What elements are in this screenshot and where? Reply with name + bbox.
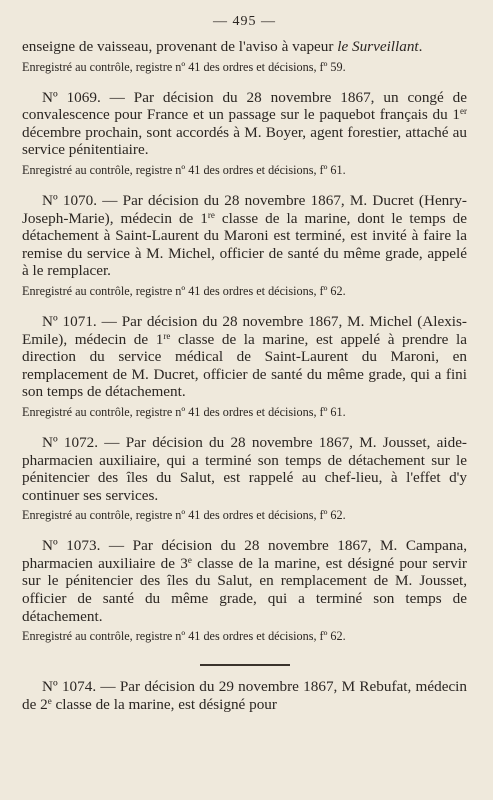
decision-rest: classe de la marine, est désigné pour servir sur le pénitencier des îles du Salut, en remplacement de M. Jousset, officier de santé du même grade, qui a terminé son temps de détachement. (22, 554, 467, 625)
opening-text-before: enseigne de vaisseau, provenant de l'aviso à vapeur (22, 38, 338, 55)
opening-text (22, 38, 467, 56)
registre-note: Enregistré au contrôle, registre nº 41 des ordres et décisions, fº 59. (22, 59, 346, 74)
decision-rest: décembre prochain, sont accordés à M. Boyer, agent forestier, attaché au service pénitentiaire. (22, 123, 467, 159)
decision-rest: classe de la marine, est désigné pour (51, 695, 277, 713)
decision-intro: — Par décision du 29 novembre 1867, M Rebufat, médecin de 2 (22, 678, 467, 713)
decision-text (22, 678, 467, 713)
decision-rest: classe de la marine, dont le temps de détachement à Saint-Laurent du Maroni est terminé, est invité à faire la remise du service à M. Michel, officier de santé du même grade, appelé à le remplacer. (22, 209, 467, 280)
decision-text (22, 192, 467, 280)
decision-intro: — Par décision du 28 novembre 1867, M. Jousset, aide-pharmacien auxiliaire, qui a terminé son temps de détachement sur le pénitencier des îles du Salut, est rappelé au chef-lieu, à l'effet d'y continuer ses services. (22, 433, 467, 504)
vessel-name: le Surveillant (337, 38, 419, 55)
decision-intro: — Par décision du 28 novembre 1867, M. Ducret (Henry-Joseph-Marie), médecin de 1 (22, 191, 467, 227)
ordinal-superscript: er (460, 106, 467, 117)
decision-number: Nº 1072. (42, 433, 99, 451)
decision-text (22, 89, 467, 159)
opening-text-after: . (418, 38, 423, 55)
decision-1074 (22, 678, 467, 713)
ordinal-superscript: e (187, 554, 192, 565)
decision-1070 (22, 192, 467, 299)
ordinal-superscript: re (163, 330, 171, 341)
decision-text (22, 537, 467, 625)
decision-intro: — Par décision du 28 novembre 1867, M. Campana, pharmacien auxiliaire de 3 (22, 537, 467, 572)
decision-text (22, 313, 467, 401)
page-number: — 495 — (213, 14, 276, 29)
decision-number: Nº 1070. (42, 191, 98, 209)
decision-intro: — Par décision du 28 novembre 1867, un congé de convalescence pour France et un passage sur le paquebot français du 1 (22, 88, 467, 124)
ordinal-superscript: e (47, 695, 52, 706)
decision-number: Nº 1074. (42, 678, 97, 696)
decision-number: Nº 1073. (42, 537, 101, 555)
opening-paragraph (22, 38, 467, 75)
decision-1072 (22, 434, 467, 523)
registre-note: Enregistré au contrôle, registre nº 41 des ordres et décisions, fº 62. (22, 629, 346, 644)
decision-1073 (22, 537, 467, 644)
registre-note: Enregistré au contrôle, registre nº 41 des ordres et décisions, fº 62. (22, 508, 346, 523)
decision-text (22, 434, 467, 504)
section-separator (200, 664, 290, 666)
decision-1071 (22, 313, 467, 420)
registre-note: Enregistré au contrôle, registre nº 41 des ordres et décisions, fº 61. (22, 162, 346, 177)
registre-note: Enregistré au contrôle, registre nº 41 des ordres et décisions, fº 61. (22, 404, 346, 419)
decision-intro: — Par décision du 28 novembre 1867, M. Michel (Alexis-Emile), médecin de 1 (22, 312, 467, 348)
registre-note: Enregistré au contrôle, registre nº 41 des ordres et décisions, fº 62. (22, 283, 346, 298)
decision-1069 (22, 89, 467, 178)
decision-number: Nº 1071. (42, 312, 97, 330)
decision-rest: classe de la marine, est appelé à prendre la direction du service médical de Saint-Laurent du Maroni, en remplacement de M. Ducret, officier de santé du même grade, qui a fini son temps de détachement. (22, 330, 468, 401)
decision-number: Nº 1069. (42, 88, 101, 106)
ordinal-superscript: re (207, 209, 215, 220)
